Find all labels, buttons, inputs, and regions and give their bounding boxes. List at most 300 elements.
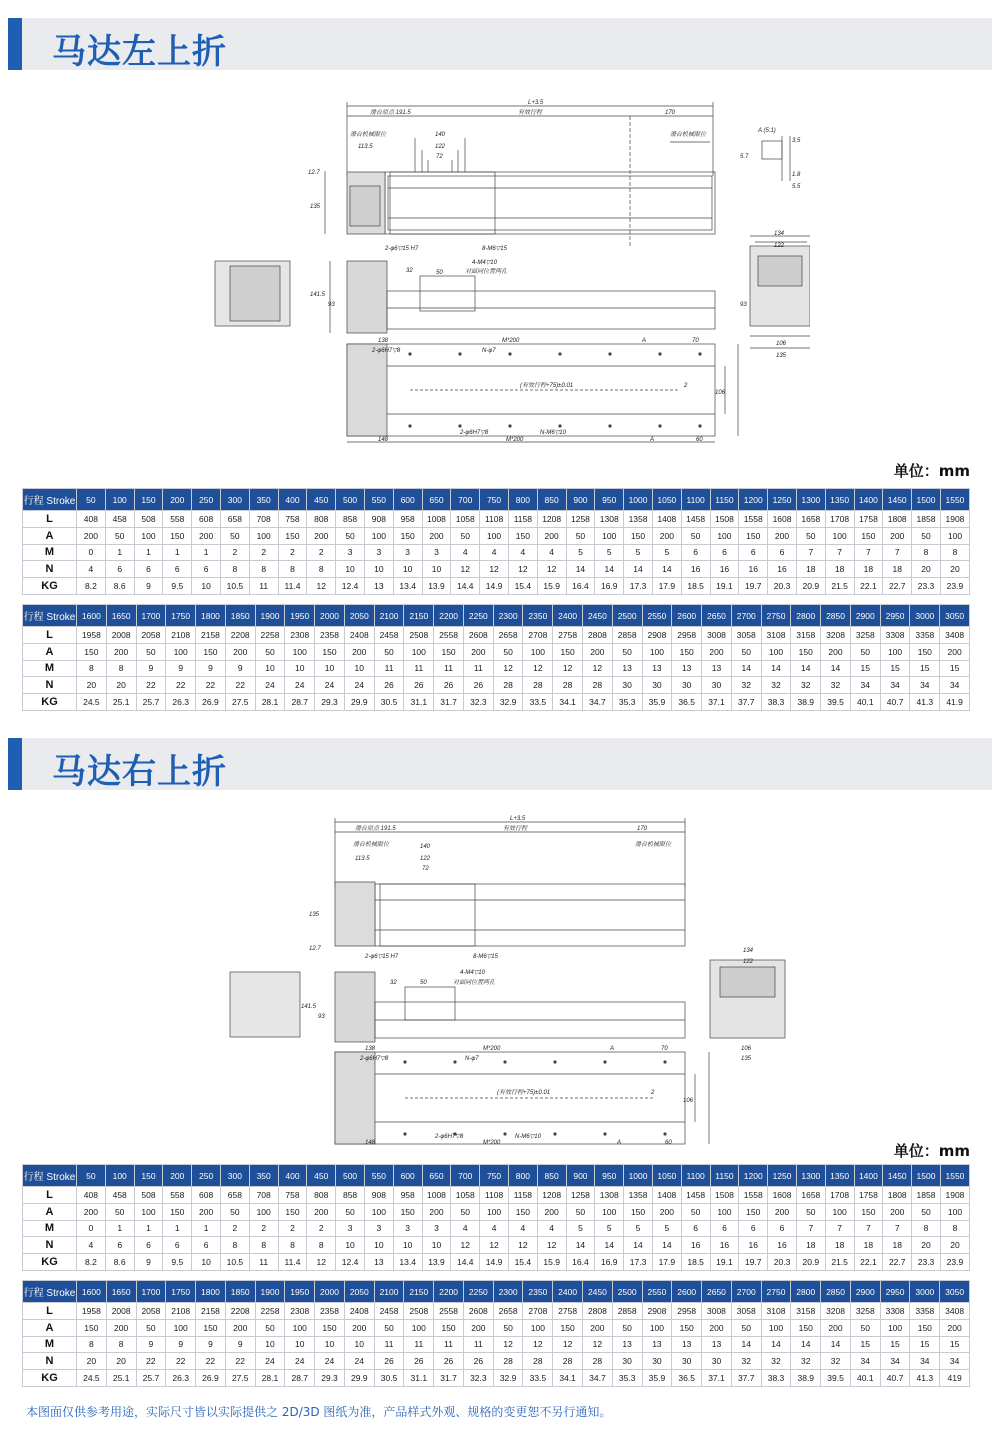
dim-72: 72: [422, 866, 429, 872]
table-cell: 1358: [624, 511, 653, 528]
dim-135: 135: [310, 204, 321, 210]
table-cell: 12: [537, 1237, 566, 1254]
spec-table: [22, 604, 970, 711]
table-cell: 31.7: [434, 694, 464, 711]
stroke-header-cell: 200: [163, 1165, 192, 1187]
row-label: N: [23, 1353, 77, 1370]
table-cell: 8: [912, 544, 941, 561]
dim-2: 2: [684, 383, 688, 389]
dim-140: 140: [435, 132, 446, 138]
table-row: [23, 1370, 970, 1387]
table-cell: 150: [508, 1203, 537, 1220]
stroke-header-cell: 800: [508, 1165, 537, 1187]
table-cell: 100: [134, 527, 163, 544]
table-cell: 36.5: [672, 694, 702, 711]
table-cell: 20: [77, 1353, 107, 1370]
dim-70: 70: [661, 1046, 668, 1052]
table-cell: 1108: [480, 511, 509, 528]
stroke-header-cell: 2400: [553, 1281, 583, 1303]
table-cell: 2: [278, 1220, 307, 1237]
stroke-header-cell: 2350: [523, 605, 553, 627]
dim-1-8: 1.8: [792, 172, 801, 178]
stroke-header-cell: 2550: [642, 1281, 672, 1303]
table-cell: 200: [106, 1319, 136, 1336]
stroke-header-cell: 1850: [225, 605, 255, 627]
table-cell: 15: [940, 1336, 970, 1353]
table-cell: 18: [796, 561, 825, 578]
stroke-header-cell: 100: [105, 1165, 134, 1187]
table-cell: 24: [315, 1353, 345, 1370]
table-cell: 200: [422, 527, 451, 544]
table-cell: 5: [652, 1220, 681, 1237]
table-cell: 3: [364, 1220, 393, 1237]
stroke-header-cell: 750: [480, 1165, 509, 1187]
table-cell: 9.5: [163, 1254, 192, 1271]
stroke-header-cell: 2250: [463, 605, 493, 627]
table-cell: 3208: [821, 627, 851, 644]
table-cell: 24: [344, 677, 374, 694]
table-cell: 5: [595, 1220, 624, 1237]
table-cell: 3258: [850, 1303, 880, 1320]
table-cell: 6: [105, 561, 134, 578]
table-cell: 5: [566, 1220, 595, 1237]
table-cell: 32.9: [493, 694, 523, 711]
table-cell: 6: [710, 1220, 739, 1237]
table-cell: 100: [285, 643, 315, 660]
stroke-header-cell: 250: [192, 489, 221, 511]
dim-12-7: 12.7: [309, 946, 321, 952]
table-cell: 200: [652, 1203, 681, 1220]
table-cell: 2908: [642, 627, 672, 644]
section-title: 马达右上折: [52, 752, 227, 792]
table-cell: 26: [434, 1353, 464, 1370]
spec-table: [22, 1164, 970, 1271]
dim-n7: N-φ7: [465, 1056, 479, 1062]
table-cell: 16: [739, 561, 768, 578]
table-cell: 12: [451, 561, 480, 578]
table-cell: 13: [702, 660, 732, 677]
table-cell: 200: [821, 643, 851, 660]
table-cell: 15: [850, 1336, 880, 1353]
table-cell: 50: [451, 1203, 480, 1220]
table-cell: 200: [583, 643, 613, 660]
stroke-header-cell: 2600: [672, 605, 702, 627]
table-cell: 3058: [731, 1303, 761, 1320]
unit-label: 单位：mm: [893, 462, 970, 480]
stroke-header-cell: 500: [336, 489, 365, 511]
table-row: [23, 1303, 970, 1320]
table-cell: 10: [422, 1237, 451, 1254]
table-cell: 32.9: [493, 1370, 523, 1387]
table-cell: 200: [702, 643, 732, 660]
table-cell: 2308: [285, 627, 315, 644]
table-cell: 908: [364, 1187, 393, 1204]
table-cell: 6: [739, 1220, 768, 1237]
table-cell: 3308: [880, 627, 910, 644]
table-cell: 4: [537, 1220, 566, 1237]
table-cell: 1758: [854, 511, 883, 528]
stroke-header-cell: 2350: [523, 1281, 553, 1303]
table-cell: 4: [537, 544, 566, 561]
table-cell: 16.9: [595, 578, 624, 595]
table-cell: 10: [344, 660, 374, 677]
table-cell: 200: [77, 527, 106, 544]
table-cell: 50: [105, 527, 134, 544]
table-cell: 8: [278, 1237, 307, 1254]
table-cell: 30: [612, 677, 642, 694]
table-cell: 2: [220, 1220, 249, 1237]
table-cell: 12: [523, 1336, 553, 1353]
table-cell: 1958: [77, 1303, 107, 1320]
row-label: KG: [23, 1370, 77, 1387]
stroke-header-cell: 50: [77, 489, 106, 511]
dim-m200: M*200: [502, 338, 520, 344]
table-cell: 1258: [566, 511, 595, 528]
dim-122: 122: [420, 856, 431, 862]
table-cell: 1: [105, 1220, 134, 1237]
table-cell: 200: [225, 1319, 255, 1336]
table-cell: 4: [77, 1237, 106, 1254]
table-row: [23, 694, 970, 711]
table-cell: 28: [523, 677, 553, 694]
table-cell: 23.9: [940, 578, 969, 595]
table-cell: 3408: [940, 1303, 970, 1320]
table-cell: 24: [255, 677, 285, 694]
table-cell: 2758: [553, 627, 583, 644]
table-cell: 12.4: [336, 1254, 365, 1271]
stroke-header-cell: 700: [451, 1165, 480, 1187]
table-cell: 20: [912, 1237, 941, 1254]
table-cell: 2208: [225, 1303, 255, 1320]
table-cell: 10: [422, 561, 451, 578]
table-cell: 6: [768, 544, 797, 561]
table-cell: 17.3: [624, 1254, 653, 1271]
stroke-header-cell: 2700: [731, 1281, 761, 1303]
table-cell: 41.9: [940, 694, 970, 711]
stroke-header-cell: 2700: [731, 605, 761, 627]
table-cell: 100: [880, 1319, 910, 1336]
table-cell: 24: [285, 677, 315, 694]
dim-m200-bottom: M*200: [483, 1140, 501, 1146]
table-cell: 13: [642, 1336, 672, 1353]
table-cell: 32: [821, 677, 851, 694]
table-cell: 50: [612, 643, 642, 660]
stroke-header-cell: 1000: [624, 1165, 653, 1187]
table-cell: 12: [553, 660, 583, 677]
table-cell: 50: [255, 1319, 285, 1336]
dim-end-122: 122: [743, 959, 754, 965]
row-label: L: [23, 1187, 77, 1204]
table-cell: 10: [255, 660, 285, 677]
dim-138: 138: [378, 338, 389, 344]
table-cell: 2358: [315, 1303, 345, 1320]
table-cell: 32.3: [463, 1370, 493, 1387]
table-cell: 1708: [825, 1187, 854, 1204]
table-cell: 2: [249, 1220, 278, 1237]
dim-138: 138: [365, 1046, 376, 1052]
table-cell: 30: [672, 1353, 702, 1370]
table-cell: 4: [451, 1220, 480, 1237]
stroke-header-cell: 2850: [821, 1281, 851, 1303]
table-cell: 20.9: [796, 578, 825, 595]
stroke-header-cell: 2900: [850, 605, 880, 627]
table-cell: 12: [583, 1336, 613, 1353]
stroke-header-cell: 2150: [404, 605, 434, 627]
table-cell: 28.1: [255, 1370, 285, 1387]
table-cell: 18: [854, 561, 883, 578]
table-cell: 2008: [106, 1303, 136, 1320]
table-cell: 150: [163, 527, 192, 544]
table-cell: 8: [106, 1336, 136, 1353]
table-cell: 26: [404, 1353, 434, 1370]
row-label: L: [23, 627, 77, 644]
table-cell: 1908: [940, 511, 969, 528]
dim-122: 122: [435, 144, 446, 150]
table-cell: 2508: [404, 627, 434, 644]
table-cell: 26: [404, 677, 434, 694]
table-cell: 4: [77, 561, 106, 578]
table-cell: 27.5: [225, 1370, 255, 1387]
table-cell: 22.1: [854, 578, 883, 595]
table-cell: 2: [249, 544, 278, 561]
table-cell: 200: [307, 527, 336, 544]
stroke-header-cell: 2100: [374, 1281, 404, 1303]
table-cell: 2258: [255, 627, 285, 644]
table-cell: 28: [583, 677, 613, 694]
row-label: M: [23, 544, 77, 561]
table-cell: 2708: [523, 1303, 553, 1320]
table-cell: 12: [493, 1336, 523, 1353]
table-cell: 16.9: [595, 1254, 624, 1271]
table-cell: 12.4: [336, 578, 365, 595]
table-cell: 100: [825, 527, 854, 544]
dim-12-7: 12.7: [308, 170, 320, 176]
table-cell: 31.1: [404, 694, 434, 711]
table-cell: 2508: [404, 1303, 434, 1320]
table-cell: 23.3: [912, 578, 941, 595]
table-cell: 14.4: [451, 578, 480, 595]
table-cell: 200: [821, 1319, 851, 1336]
table-cell: 150: [910, 1319, 940, 1336]
stroke-header-cell: 2250: [463, 1281, 493, 1303]
table-cell: 25.7: [136, 1370, 166, 1387]
stroke-header-cell: 1050: [652, 1165, 681, 1187]
table-cell: 10: [336, 561, 365, 578]
table-cell: 4: [451, 544, 480, 561]
table-cell: 1008: [422, 511, 451, 528]
stroke-header-label: 行程 Stroke: [23, 1281, 77, 1303]
table-cell: 558: [163, 511, 192, 528]
dim-tolerance: (有效行程+75)±0.01: [520, 383, 574, 389]
stroke-header-cell: 1800: [196, 1281, 226, 1303]
stroke-header-cell: 400: [278, 489, 307, 511]
table-cell: 18: [883, 1237, 912, 1254]
stroke-header-cell: 800: [508, 489, 537, 511]
table-cell: 1858: [912, 511, 941, 528]
table-row: [23, 643, 970, 660]
table-cell: 14.9: [480, 578, 509, 595]
table-cell: 1: [192, 544, 221, 561]
table-cell: 2658: [493, 627, 523, 644]
table-cell: 16: [739, 1237, 768, 1254]
stroke-header-cell: 850: [537, 489, 566, 511]
table-header-row: [23, 1165, 970, 1187]
table-cell: 708: [249, 511, 278, 528]
table-cell: 50: [912, 1203, 941, 1220]
table-cell: 2858: [612, 1303, 642, 1320]
table-cell: 3208: [821, 1303, 851, 1320]
stroke-header-cell: 900: [566, 489, 595, 511]
table-cell: 9.5: [163, 578, 192, 595]
table-cell: 200: [768, 527, 797, 544]
table-cell: 1458: [681, 511, 710, 528]
table-cell: 1: [163, 544, 192, 561]
table-cell: 200: [77, 1203, 106, 1220]
row-label: KG: [23, 694, 77, 711]
table-cell: 100: [642, 1319, 672, 1336]
table-cell: 3158: [791, 627, 821, 644]
table-cell: 40.7: [880, 694, 910, 711]
table-cell: 2208: [225, 627, 255, 644]
table-cell: 19.1: [710, 578, 739, 595]
table-cell: 10: [255, 1336, 285, 1353]
table-cell: 150: [854, 527, 883, 544]
stroke-header-label: 行程 Stroke: [23, 1165, 77, 1187]
table-cell: 25.1: [106, 694, 136, 711]
row-label: N: [23, 561, 77, 578]
table-cell: 150: [553, 1319, 583, 1336]
table-cell: 100: [249, 527, 278, 544]
dim-home: 滑台原点 191.5: [355, 826, 396, 832]
dim-end-134: 134: [774, 231, 785, 237]
table-cell: 29.9: [344, 1370, 374, 1387]
table-cell: 16: [710, 1237, 739, 1254]
table-cell: 34.1: [553, 694, 583, 711]
stroke-header-cell: 1450: [883, 489, 912, 511]
table-cell: 100: [940, 527, 969, 544]
table-cell: 6: [192, 561, 221, 578]
dim-hole1: 2-φ6▽15 H7: [365, 954, 399, 960]
table-cell: 2: [220, 544, 249, 561]
table-cell: 558: [163, 1187, 192, 1204]
table-cell: 26: [374, 677, 404, 694]
table-cell: 22: [196, 1353, 226, 1370]
table-cell: 100: [761, 1319, 791, 1336]
table-cell: 33.5: [523, 1370, 553, 1387]
table-cell: 1258: [566, 1187, 595, 1204]
accent-bar: [8, 18, 22, 70]
stroke-header-cell: 150: [134, 1165, 163, 1187]
table-cell: 50: [493, 643, 523, 660]
table-cell: 20: [940, 1237, 969, 1254]
table-cell: 50: [374, 1319, 404, 1336]
table-cell: 200: [344, 643, 374, 660]
table-cell: 11.4: [278, 1254, 307, 1271]
table-cell: 14: [652, 1237, 681, 1254]
table-cell: 1: [105, 544, 134, 561]
row-label: A: [23, 1319, 77, 1336]
table-cell: 1558: [739, 1187, 768, 1204]
table-cell: 8: [220, 561, 249, 578]
table-cell: 8: [220, 1237, 249, 1254]
table-cell: 6: [768, 1220, 797, 1237]
stroke-header-label: 行程 Stroke: [23, 605, 77, 627]
table-cell: 150: [910, 643, 940, 660]
table-cell: 100: [364, 527, 393, 544]
table-cell: 18: [854, 1237, 883, 1254]
dim-93: 93: [328, 302, 335, 308]
table-cell: 14: [566, 561, 595, 578]
dim-end-135: 135: [776, 353, 787, 359]
table-cell: 5: [652, 544, 681, 561]
table-cell: 13.9: [422, 1254, 451, 1271]
table-cell: 408: [77, 1187, 106, 1204]
table-cell: 15.9: [537, 1254, 566, 1271]
table-cell: 40.1: [850, 1370, 880, 1387]
table-cell: 30: [672, 677, 702, 694]
dim-113: 113.5: [358, 144, 373, 150]
table-cell: 20.9: [796, 1254, 825, 1271]
dim-a: A: [642, 338, 647, 344]
table-cell: 13: [642, 660, 672, 677]
table-cell: 50: [796, 1203, 825, 1220]
table-cell: 150: [624, 527, 653, 544]
table-cell: 8.2: [77, 578, 106, 595]
table-cell: 858: [336, 511, 365, 528]
table-cell: 3008: [702, 627, 732, 644]
table-cell: 40.7: [880, 1370, 910, 1387]
table-row: [23, 1336, 970, 1353]
table-cell: 18: [825, 1237, 854, 1254]
table-cell: 1958: [77, 627, 107, 644]
dim-stroke: 有效行程: [503, 826, 528, 832]
stroke-header-cell: 650: [422, 1165, 451, 1187]
table-cell: 18: [825, 561, 854, 578]
table-cell: 2808: [583, 1303, 613, 1320]
stroke-header-cell: 1900: [255, 1281, 285, 1303]
dim-n7: N-φ7: [482, 348, 496, 354]
table-cell: 28.7: [285, 1370, 315, 1387]
table-cell: 6: [710, 544, 739, 561]
dim-170: 170: [637, 826, 648, 832]
table-cell: 29.3: [315, 1370, 345, 1387]
table-cell: 12: [307, 1254, 336, 1271]
table-cell: 1858: [912, 1187, 941, 1204]
table-cell: 8: [912, 1220, 941, 1237]
table-cell: 37.1: [702, 694, 732, 711]
table-cell: 3: [422, 1220, 451, 1237]
table-cell: 34.7: [583, 694, 613, 711]
table-cell: 150: [196, 643, 226, 660]
dim-106: 106: [683, 1098, 694, 1104]
table-cell: 24: [344, 1353, 374, 1370]
table-cell: 50: [566, 527, 595, 544]
table-cell: 2108: [166, 627, 196, 644]
table-cell: 150: [77, 1319, 107, 1336]
table-cell: 150: [315, 643, 345, 660]
table-cell: 6: [105, 1237, 134, 1254]
table-cell: 11: [249, 1254, 278, 1271]
dim-end-134: 134: [743, 948, 754, 954]
table-cell: 150: [854, 1203, 883, 1220]
table-cell: 6: [134, 561, 163, 578]
table-cell: 408: [77, 511, 106, 528]
table-cell: 18: [796, 1237, 825, 1254]
table-cell: 8: [278, 561, 307, 578]
stroke-header-cell: 300: [220, 489, 249, 511]
table-cell: 32: [761, 677, 791, 694]
table-cell: 13: [672, 1336, 702, 1353]
